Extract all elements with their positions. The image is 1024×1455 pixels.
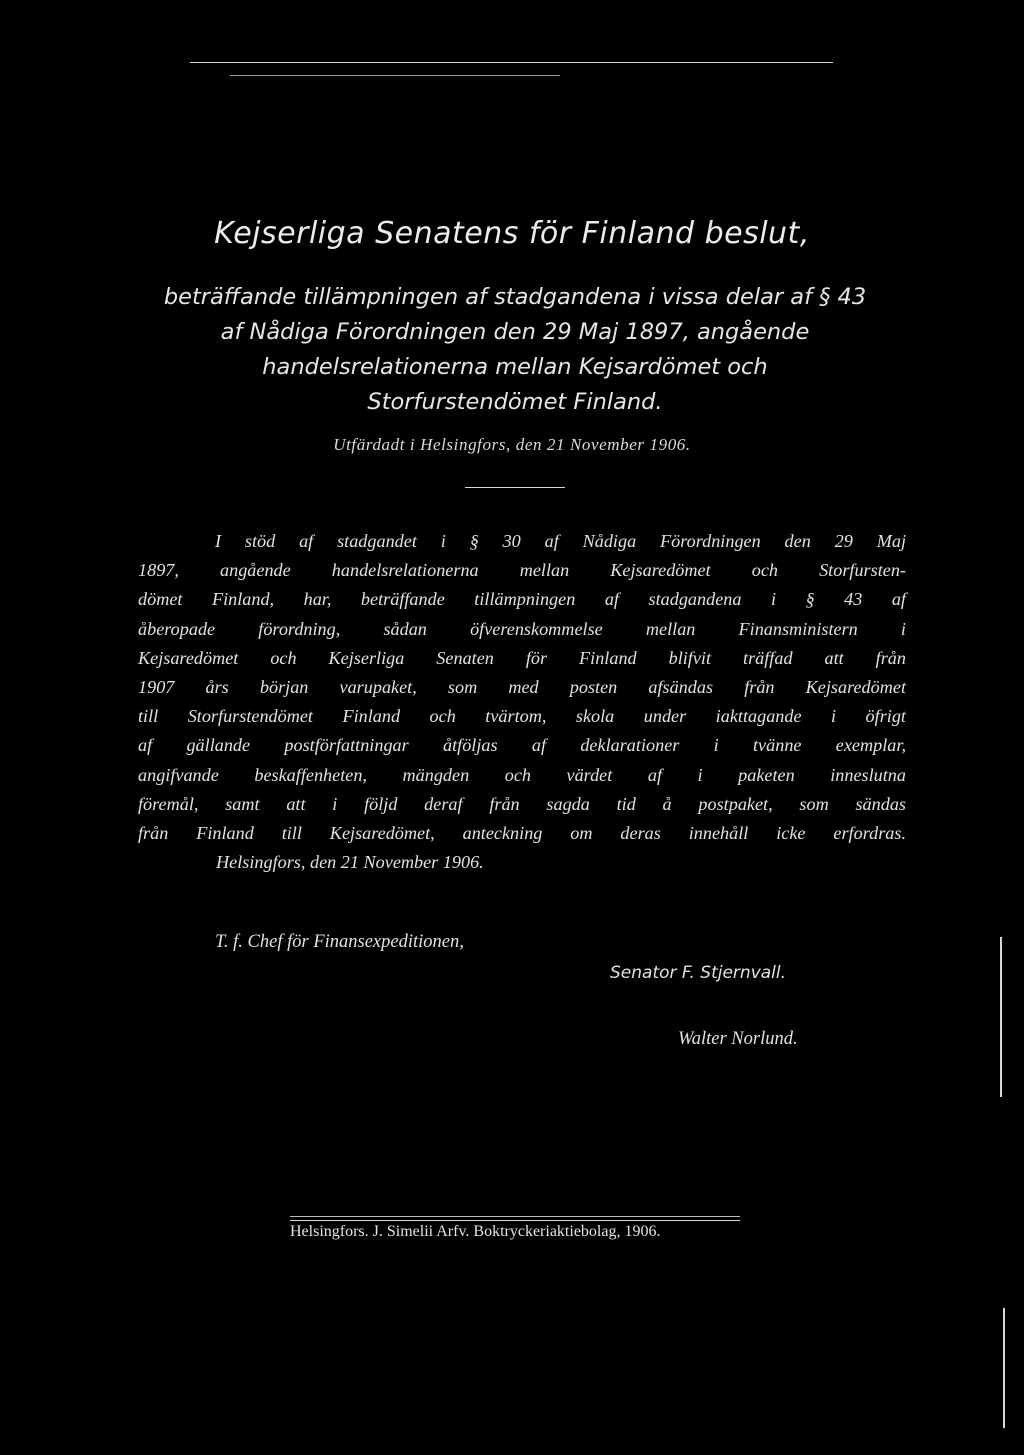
separator-rule (465, 487, 565, 488)
text-line: 1907 års början varupaket, som med posten afsändas från Kejsaredömet (138, 677, 906, 698)
printer-rule-top (290, 1216, 740, 1217)
text-line: dömet Finland, har, beträffande tillämpningen af stadgandena i § 43 af (138, 589, 906, 610)
edge-mark (1000, 937, 1002, 1097)
text-line: I stöd af stadgandet i § 30 af Nådiga Förordningen den 29 Maj (215, 531, 906, 551)
document-title: Kejserliga Senatens för Finland beslut, (214, 216, 810, 251)
decision-text (138, 527, 906, 877)
text-line: angifvande beskaffenheten, mängden och värdet af i paketen inneslutna (138, 764, 906, 785)
subtitle-line: af Nådiga Förordningen den 29 Maj 1897, angående (220, 319, 810, 345)
office-signature: T. f. Chef för Finansexpeditionen, (215, 932, 464, 952)
place-date: Helsingfors, den 21 November 1906. (216, 852, 484, 873)
text-line: af gällande postförfattningar åtföljas af deklarationer i tvänne exemplar, (138, 735, 906, 756)
secretary-signature: Walter Norlund. (678, 1029, 798, 1049)
subtitle-line: Storfurstendömet Finland. (367, 389, 663, 415)
text-line: föremål, samt att i följd deraf från sagda tid å postpaket, som sändas (138, 793, 906, 814)
text-line: åberopade förordning, sådan öfverenskommelse mellan Finansministern i (138, 618, 906, 639)
document-subtitle (120, 280, 910, 420)
printer-imprint: Helsingfors. J. Simelii Arfv. Boktryckeriaktiebolag, 1906. (290, 1223, 661, 1240)
issued-line: Utfärdadt i Helsingfors, den 21 November 1906. (333, 435, 691, 454)
edge-mark (1003, 1308, 1005, 1428)
subtitle-line: handelsrelationerna mellan Kejsardömet och (262, 354, 768, 380)
top-rule (190, 62, 833, 63)
text-line: Kejsaredömet och Kejserliga Senaten för Finland blifvit träffad att från (138, 647, 906, 668)
printer-rule (290, 1220, 740, 1221)
top-rule-short (230, 75, 560, 76)
text-line: till Storfurstendömet Finland och tvärtom, skola under iakttagande i öfrigt (138, 706, 906, 727)
text-line: från Finland till Kejsaredömet, anteckning om deras innehåll icke erfordras. (138, 823, 906, 844)
senator-signature: Senator F. Stjernvall. (610, 963, 787, 983)
subtitle-line: beträffande tillämpningen af stadgandena i vissa delar af § 43 (163, 284, 867, 310)
text-line: 1897, angående handelsrelationerna mellan Kejsaredömet och Storfursten- (138, 560, 906, 581)
